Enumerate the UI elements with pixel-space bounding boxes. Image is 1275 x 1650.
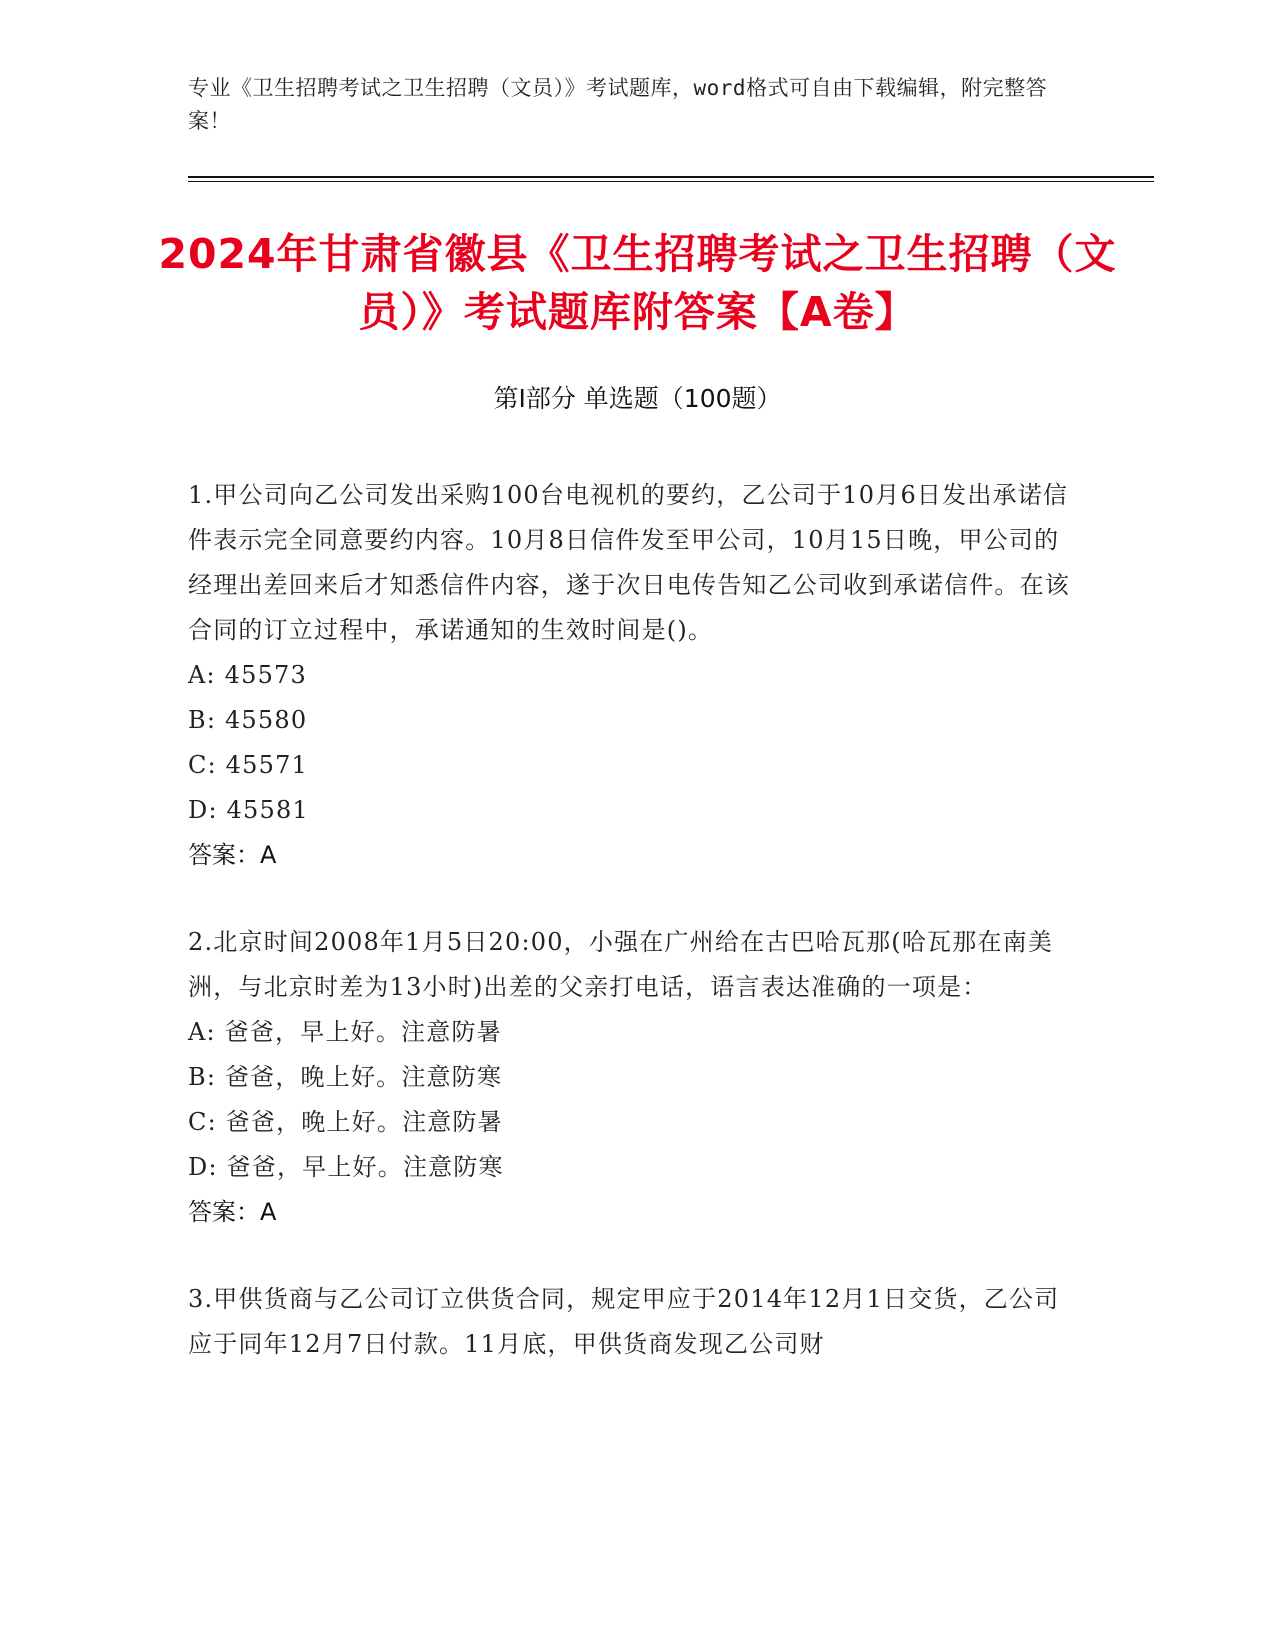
- question-3: [188, 1277, 1083, 1367]
- option-c: C: 45571: [188, 751, 309, 779]
- question-stem: 2.北京时间2008年1月5日20:00，小强在广州给在古巴哈瓦那(哈瓦那在南美洲，与北京时差为13小时)出差的父亲打电话，语言表达准确的一项是：: [188, 928, 1054, 1001]
- option-b: B: 45580: [188, 706, 308, 734]
- question-list: [188, 473, 1083, 1409]
- option-c: C: 爸爸，晚上好。注意防暑: [188, 1108, 503, 1136]
- header-divider-bottom: [188, 181, 1154, 182]
- answer: 答案：A: [188, 841, 277, 869]
- question-2: [188, 920, 1083, 1235]
- option-d: D: 爸爸，早上好。注意防寒: [188, 1153, 504, 1181]
- question-stem: 1.甲公司向乙公司发出采购100台电视机的要约，乙公司于10月6日发出承诺信件表示完全同意要约内容。10月8日信件发至甲公司，10月15日晚，甲公司的经理出差回来后才知悉信件内容，遂于次日电传告知乙公司收到承诺信件。在该合同的订立过程中，承诺通知的生效时间是()。: [188, 481, 1070, 644]
- option-a: A: 45573: [188, 661, 307, 689]
- answer: 答案：A: [188, 1198, 277, 1226]
- option-a: A: 爸爸，早上好。注意防暑: [188, 1018, 502, 1046]
- header-divider-top: [188, 176, 1154, 178]
- option-b: B: 爸爸，晚上好。注意防寒: [188, 1063, 503, 1091]
- option-d: D: 45581: [188, 796, 309, 824]
- header-note: 专业《卫生招聘考试之卫生招聘（文员）》考试题库，word格式可自由下载编辑，附完整答案！: [188, 76, 1048, 133]
- question-1: [188, 473, 1083, 878]
- section-title: 第Ⅰ部分 单选题（100题）: [493, 384, 782, 413]
- document-title: 2024年甘肃省徽县《卫生招聘考试之卫生招聘（文员）》考试题库附答案【A卷】: [158, 230, 1117, 336]
- question-stem: 3.甲供货商与乙公司订立供货合同，规定甲应于2014年12月1日交货，乙公司应于同年12月7日付款。11月底，甲供货商发现乙公司财: [188, 1285, 1060, 1358]
